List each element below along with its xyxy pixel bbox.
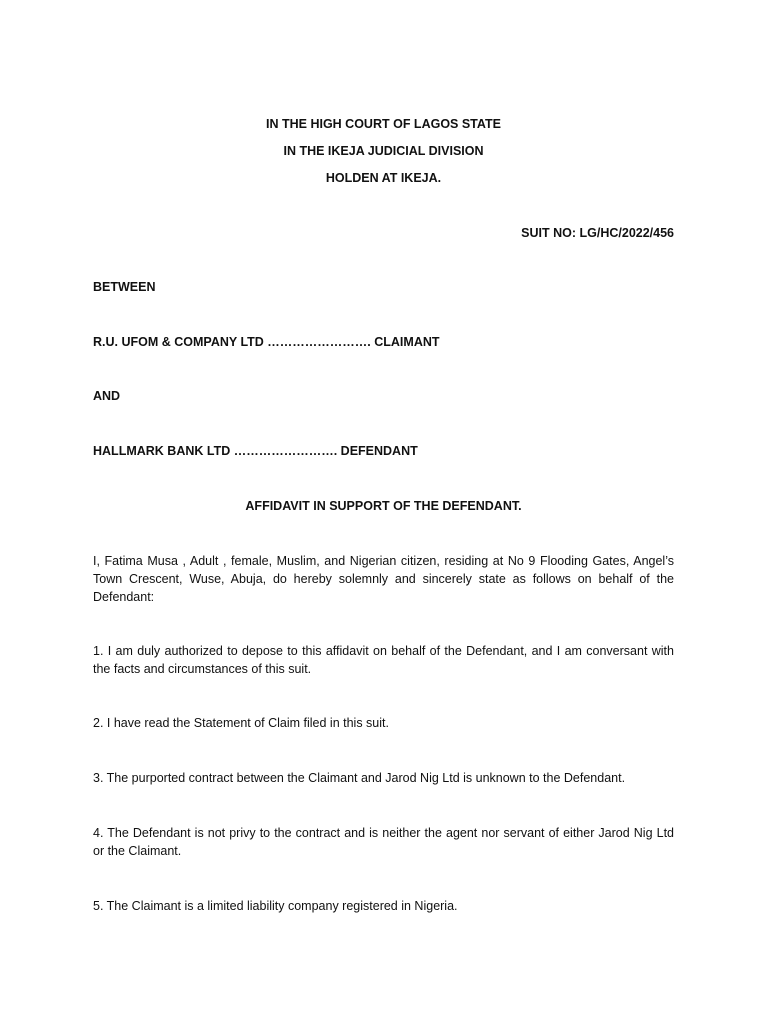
intro-paragraph: I, Fatima Musa , Adult , female, Muslim, and Nigerian citizen, residing at No 9 Flooding Gates, Angel’s Town Crescent, Wuse, Abuja, do hereby solemnly and sincerely state as follows on behalf of the Defendant: [93,554,674,604]
defendant-line: HALLMARK BANK LTD ……………………. DEFENDANT [93,444,418,458]
document-page [93,0,674,1024]
paragraph-3: 3. The purported contract between the Claimant and Jarod Nig Ltd is unknown to the Defendant. [93,771,626,785]
paragraph-4: 4. The Defendant is not privy to the contract and is neither the agent nor servant of either Jarod Nig Ltd or the Claimant. [93,826,674,858]
paragraph-1: 1. I am duly authorized to depose to this affidavit on behalf of the Defendant, and I am conversant with the facts and circumstances of this suit. [93,644,674,676]
between-label: BETWEEN [93,280,156,294]
court-heading: IN THE HIGH COURT OF LAGOS STATE [266,117,501,131]
affidavit-title: AFFIDAVIT IN SUPPORT OF THE DEFENDANT. [245,499,522,513]
paragraph-2: 2. I have read the Statement of Claim filed in this suit. [93,716,389,730]
division-heading: IN THE IKEJA JUDICIAL DIVISION [283,144,484,158]
and-label: AND [93,389,121,403]
paragraph-5: 5. The Claimant is a limited liability company registered in Nigeria. [93,899,458,913]
claimant-line: R.U. UFOM & COMPANY LTD ……………………. CLAIMANT [93,335,440,349]
holden-heading: HOLDEN AT IKEJA. [325,171,442,185]
suit-number: SUIT NO: LG/HC/2022/456 [521,226,674,240]
